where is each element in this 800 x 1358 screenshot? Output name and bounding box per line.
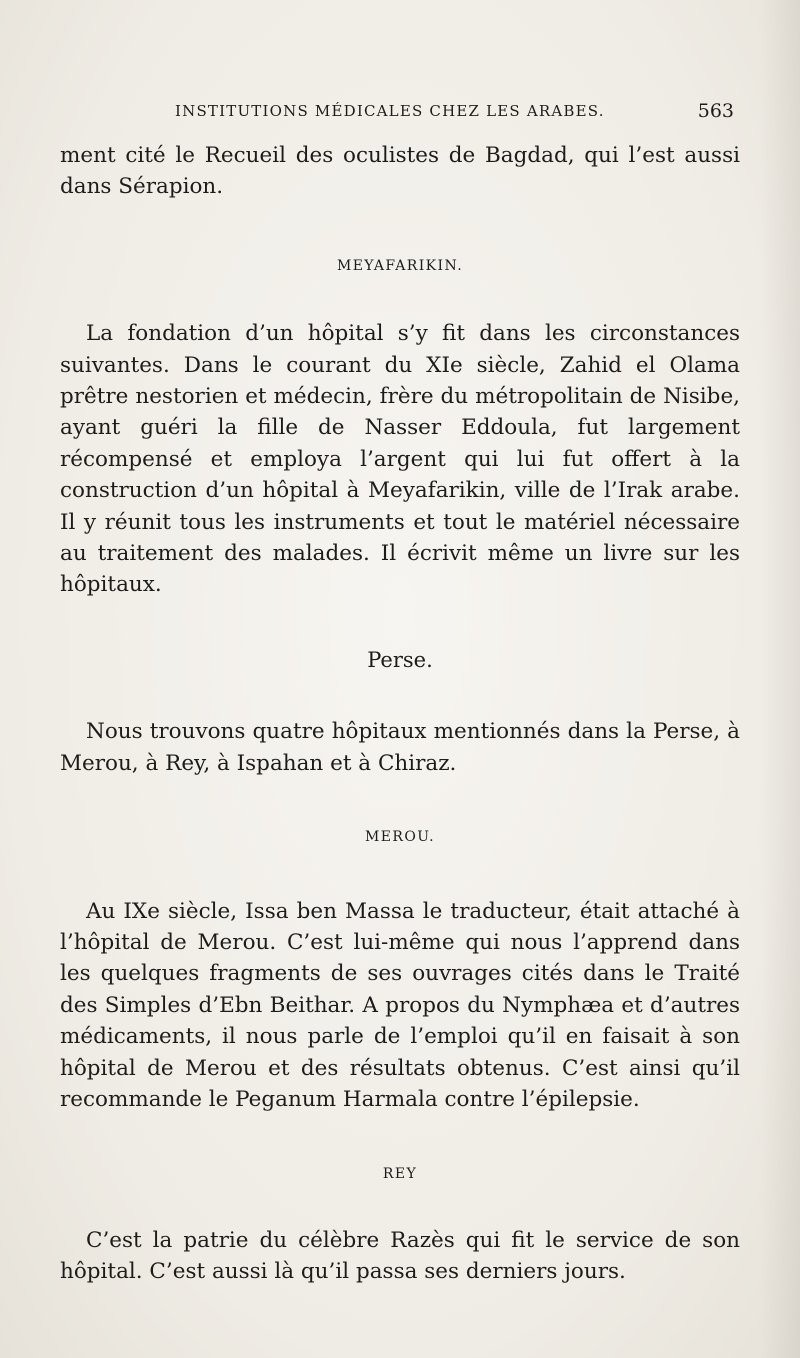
paragraph-meyafarikin: La fondation d’un hôpital s’y fit dans les circonstances suivantes. Dans le courant du XIe siècle, Zahid el Olama prêtre nestorien et médecin, frère du métropolitain de Nisibe, ayant guéri la fille de Nasser Eddoula, fut largement récompensé et employa l’argent qui lui fut offert à la construction d’un hôpital à Meyafarikin, ville de l’Irak arabe. Il y réunit tous les instruments et tout le matériel nécessaire au traitement des malades. Il écrivit même un livre sur les hôpitaux. <box>60 321 740 598</box>
page-edge-shadow <box>760 0 800 1358</box>
paragraph-merou: Au IXe siècle, Issa ben Massa le traducteur, était attaché à l’hôpital de Merou. C’est lui-même qui nous l’apprend dans les quelques fragments de ses ouvrages cités dans le Traité des Simples d’Ebn Beithar. A propos du Nymphæa et d’autres médicaments, il nous parle de l’emploi qu’il en faisait à son hôpital de Merou et des résultats obtenus. C’est ainsi qu’il recommande le Peganum Harmala contre l’épilepsie. <box>60 898 740 1112</box>
section-heading-perse: Perse. <box>367 647 433 672</box>
paragraph-continuation: ment cité le Recueil des oculistes de Bagdad, qui l’est aussi dans Sérapion. <box>60 143 740 200</box>
section-heading-rey: REY <box>382 1166 418 1183</box>
paragraph-perse: Nous trouvons quatre hôpitaux mentionnés dans la Perse, à Merou, à Rey, à Ispahan et à Chiraz. <box>60 719 740 776</box>
running-title: INSTITUTIONS MÉDICALES CHEZ LES ARABES. <box>175 102 605 120</box>
running-head <box>60 100 740 128</box>
section-heading-merou: MEROU. <box>365 829 435 846</box>
text-block <box>60 140 740 1288</box>
page-number: 563 <box>697 100 734 122</box>
section-heading-meyafarikin: MEYAFARIKIN. <box>336 257 464 274</box>
paragraph-rey: C’est la patrie du célèbre Razès qui fit le service de son hôpital. C’est aussi là qu’il passa ses derniers jours. <box>60 1227 740 1285</box>
